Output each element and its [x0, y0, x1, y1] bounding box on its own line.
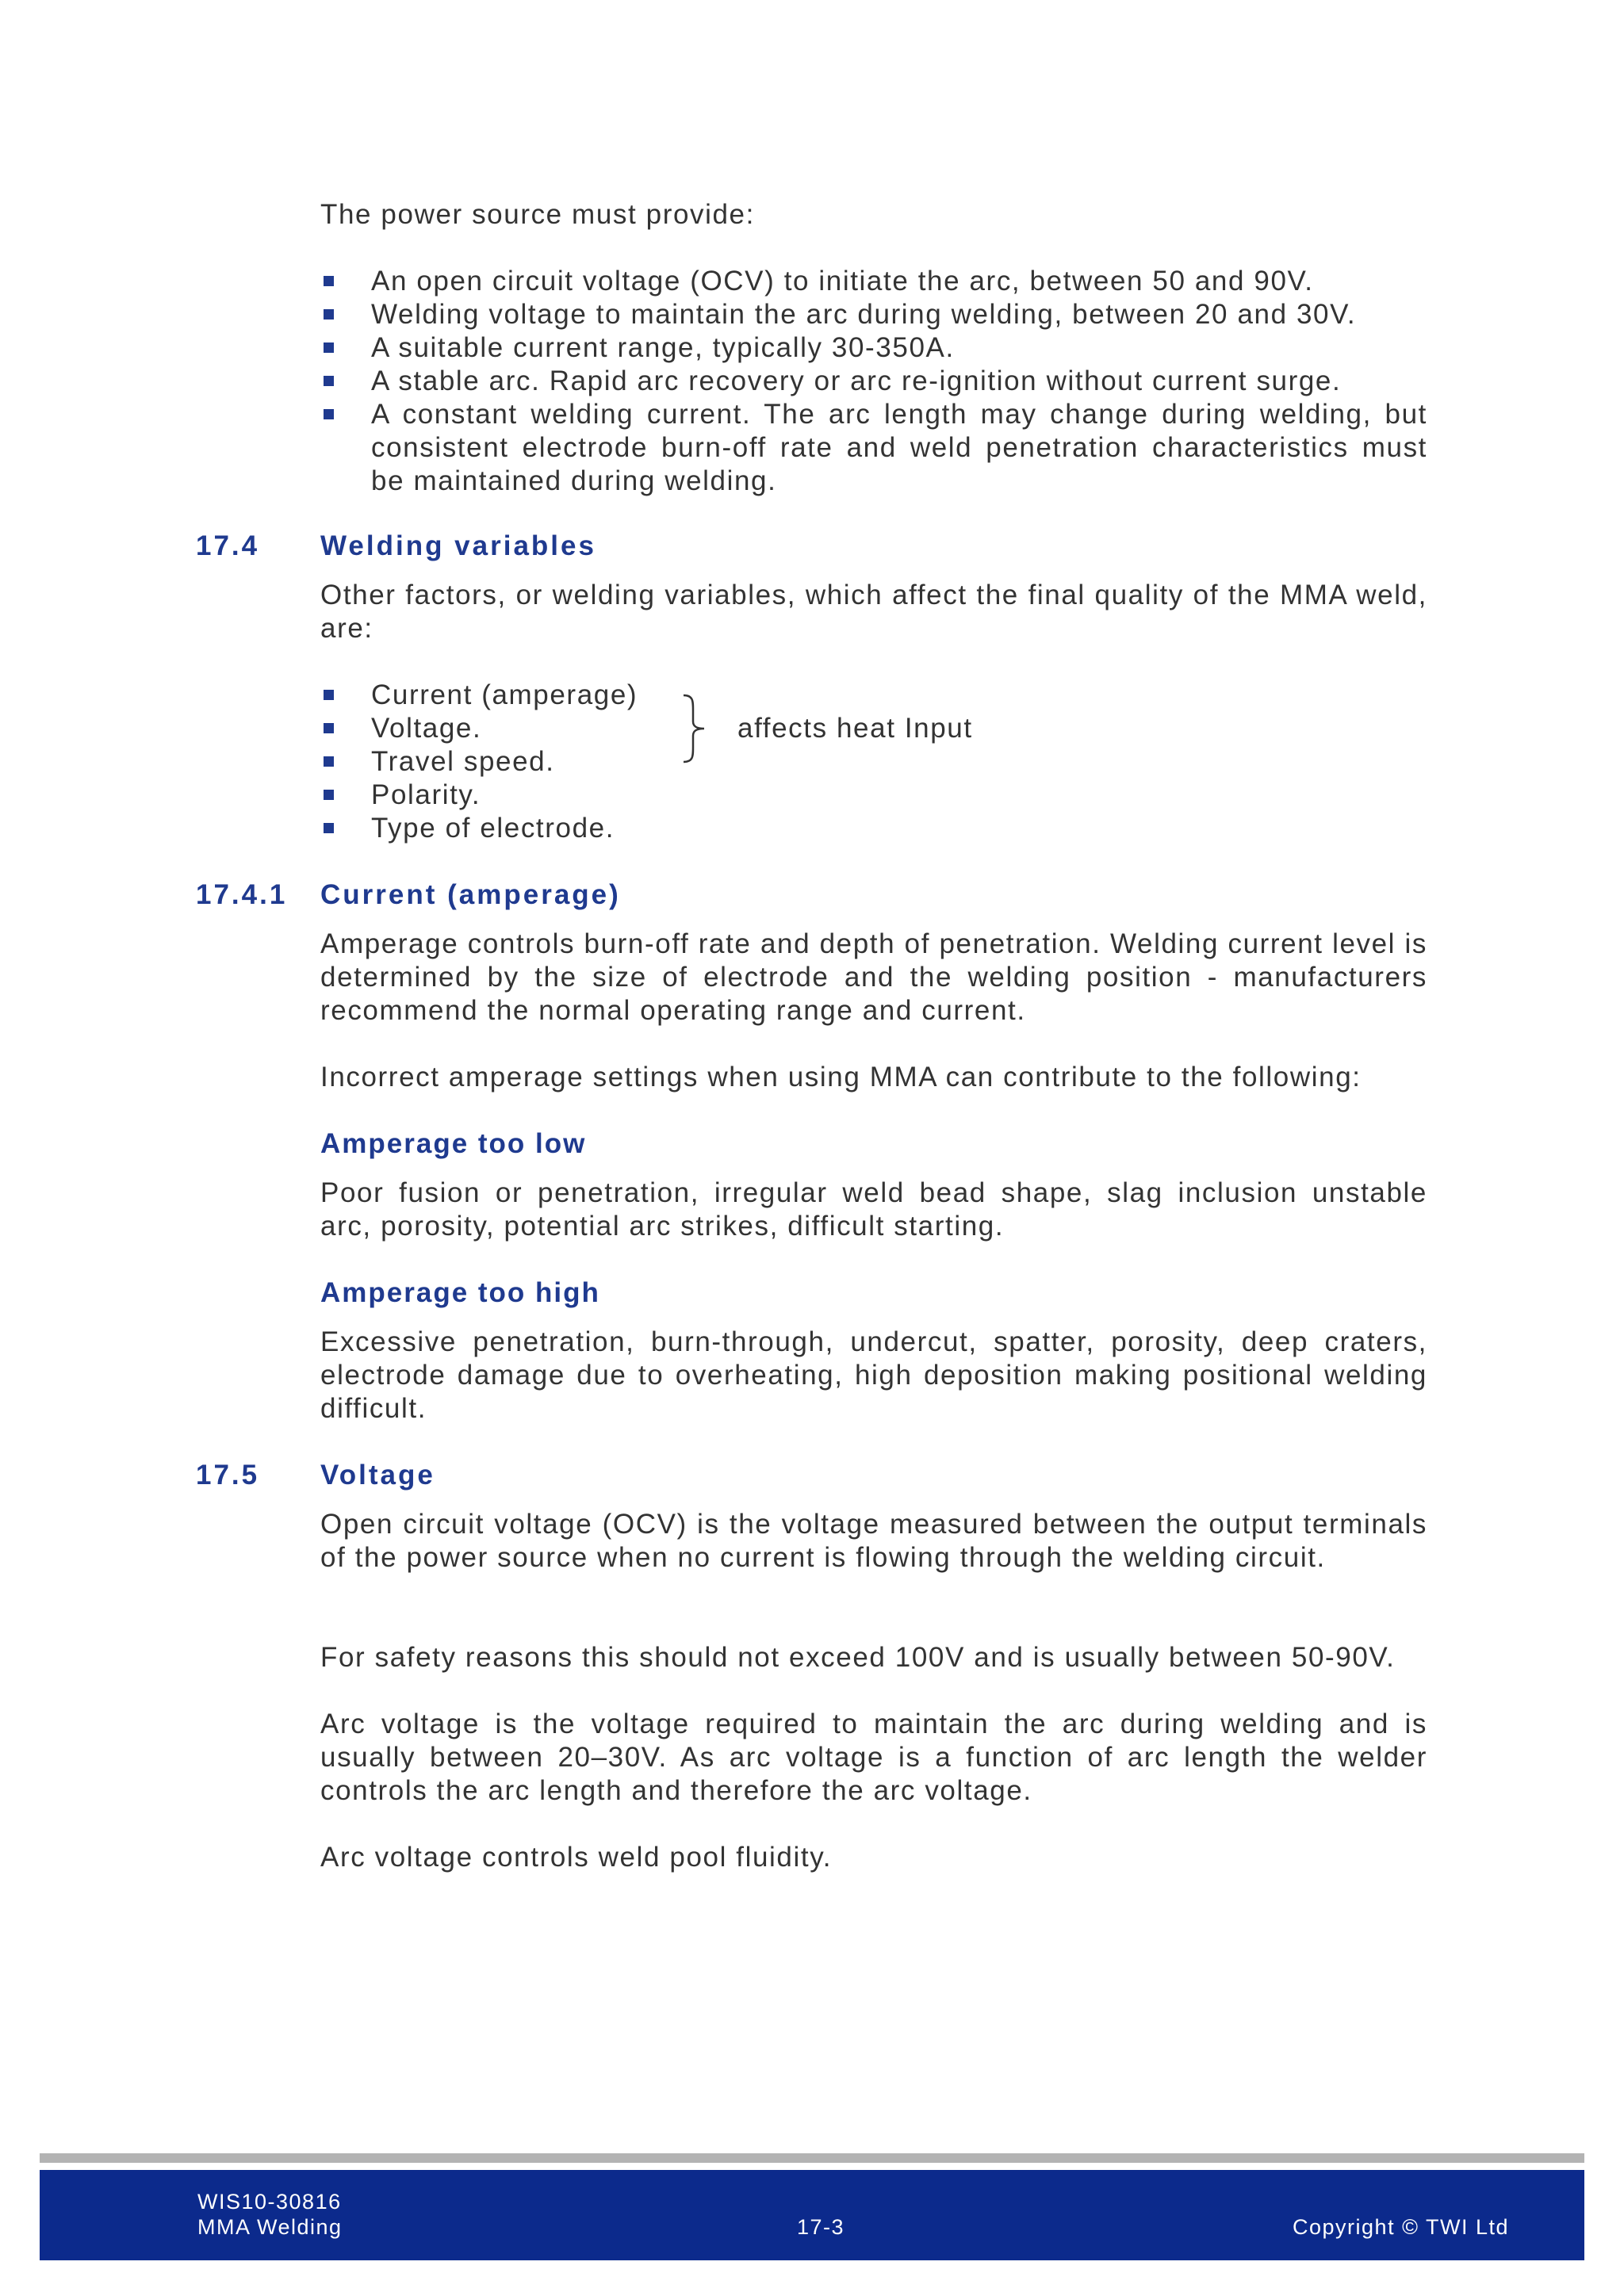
- section-title-current-amperage: Current (amperage): [320, 879, 621, 910]
- list-item: Current (amperage): [320, 679, 796, 712]
- list-item: Travel speed.: [320, 745, 796, 779]
- arc-voltage-paragraph: Arc voltage is the voltage required to maintain the arc during welding and is usually between 20–30V. As arc voltage is a function of arc length the welder controls the arc length and therefore the arc voltage.: [320, 1709, 1427, 1806]
- list-item: Voltage.: [320, 712, 796, 745]
- footer-doc-id: WIS10-30816: [197, 2190, 342, 2214]
- list-item: A stable arc. Rapid arc recovery or arc re-ignition without current surge.: [320, 365, 1427, 398]
- amperage-paragraph: Amperage controls burn-off rate and depth of penetration. Welding current level is determined by the size of electrode and the welding position - manufacturers recommend the normal operating range and current.: [320, 928, 1427, 1026]
- incorrect-amperage-paragraph: Incorrect amperage settings when using MMA can contribute to the following:: [320, 1062, 1362, 1093]
- brace-note: affects heat Input: [737, 713, 973, 744]
- section-title-welding-variables: Welding variables: [320, 530, 596, 561]
- safety-paragraph: For safety reasons this should not exceed 100V and is usually between 50-90V.: [320, 1642, 1396, 1673]
- square-bullet-icon: [324, 690, 334, 700]
- section-title-voltage: Voltage: [320, 1460, 435, 1490]
- square-bullet-icon: [324, 376, 334, 386]
- square-bullet-icon: [324, 409, 334, 419]
- section-number-17-5: 17.5: [196, 1460, 260, 1490]
- square-bullet-icon: [324, 823, 334, 833]
- list-item: An open circuit voltage (OCV) to initiate the arc, between 50 and 90V.: [320, 265, 1427, 298]
- ocv-paragraph: Open circuit voltage (OCV) is the voltage measured between the output terminals of the power source when no current is flowing through the welding circuit.: [320, 1509, 1427, 1573]
- square-bullet-icon: [324, 723, 334, 733]
- square-bullet-icon: [324, 276, 334, 286]
- welding-variables-paragraph: Other factors, or welding variables, which affect the final quality of the MMA weld, are:: [320, 580, 1427, 644]
- list-item: Welding voltage to maintain the arc during welding, between 20 and 30V.: [320, 298, 1427, 331]
- footer-rule: [40, 2153, 1584, 2163]
- square-bullet-icon: [324, 309, 334, 320]
- list-item: A suitable current range, typically 30-350A.: [320, 331, 1427, 365]
- footer-doc-title: MMA Welding: [197, 2215, 343, 2239]
- subheading-amperage-too-low: Amperage too low: [320, 1128, 587, 1159]
- right-brace-icon: [680, 693, 712, 764]
- section-number-17-4-1: 17.4.1: [196, 879, 288, 910]
- list-item: Polarity.: [320, 779, 796, 812]
- subheading-amperage-too-high: Amperage too high: [320, 1277, 600, 1308]
- list-item: Type of electrode.: [320, 812, 796, 845]
- square-bullet-icon: [324, 756, 334, 767]
- list-item: A constant welding current. The arc length may change during welding, but consistent electrode burn-off rate and weld penetration characteristics must be maintained during welding.: [320, 398, 1427, 498]
- square-bullet-icon: [324, 342, 334, 353]
- intro-lead: The power source must provide:: [320, 199, 755, 230]
- square-bullet-icon: [324, 790, 334, 800]
- footer-page-number: 17-3: [797, 2215, 845, 2239]
- footer-copyright: Copyright © TWI Ltd: [1293, 2215, 1509, 2239]
- page-footer: [40, 2170, 1584, 2260]
- welding-variables-list: [320, 679, 796, 845]
- power-source-requirements-list: [320, 265, 1427, 498]
- amperage-too-high-paragraph: Excessive penetration, burn-through, undercut, spatter, porosity, deep craters, electrode damage due to overheating, high deposition making positional welding difficult.: [320, 1326, 1427, 1424]
- section-number-17-4: 17.4: [196, 530, 260, 561]
- amperage-too-low-paragraph: Poor fusion or penetration, irregular weld bead shape, slag inclusion unstable arc, porosity, potential arc strikes, difficult starting.: [320, 1177, 1427, 1242]
- weld-pool-fluidity-paragraph: Arc voltage controls weld pool fluidity.: [320, 1842, 833, 1873]
